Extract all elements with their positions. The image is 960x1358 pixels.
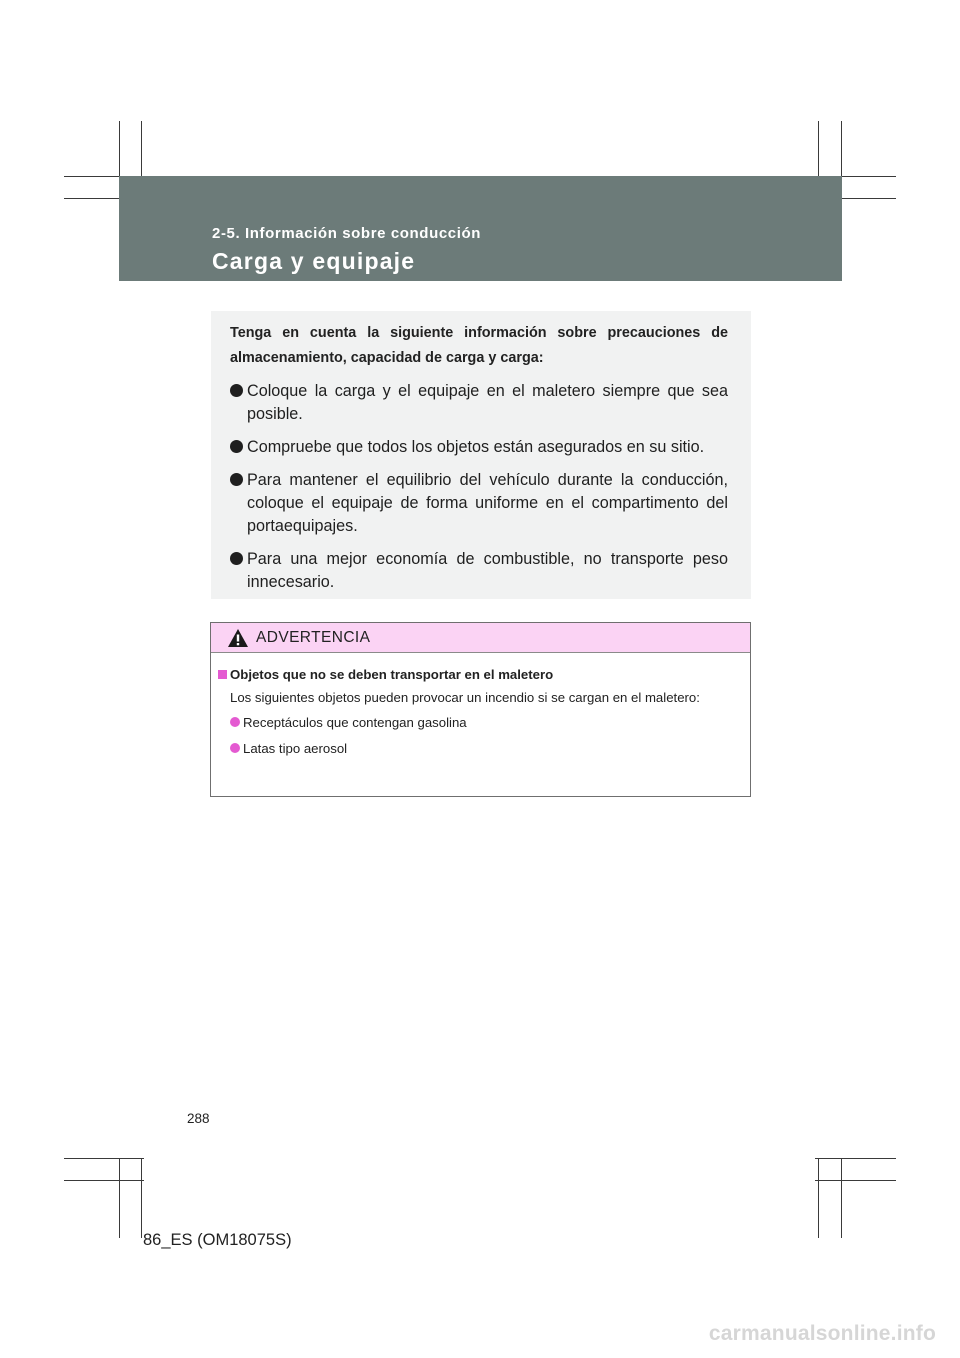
warning-header bbox=[211, 623, 750, 653]
list-item-text: Receptáculos que contengan gasolina bbox=[243, 715, 467, 730]
warning-box bbox=[210, 622, 751, 797]
square-bullet-icon bbox=[218, 670, 227, 679]
crop-mark bbox=[119, 1158, 120, 1238]
bullet-icon bbox=[230, 552, 243, 565]
crop-mark bbox=[818, 1158, 819, 1238]
crop-mark bbox=[815, 1180, 896, 1181]
bullet-icon bbox=[230, 384, 243, 397]
list-item bbox=[230, 714, 744, 731]
warning-text: Los siguientes objetos pueden provocar un incendio si se cargan en el maletero: bbox=[230, 690, 700, 705]
crop-mark bbox=[64, 1180, 144, 1181]
watermark: carmanualsonline.info bbox=[708, 1322, 936, 1345]
list-item-text: Para mantener el equilibrio del vehículo durante la conducción, coloque el equipaje de forma uniforme en el compartimento del portaequipajes. bbox=[247, 471, 728, 535]
bullet-icon bbox=[230, 743, 240, 753]
warning-label: ADVERTENCIA bbox=[256, 629, 371, 646]
list-item-text: Coloque la carga y el equipaje en el maletero siempre que sea posible. bbox=[247, 382, 728, 423]
crop-mark bbox=[64, 1158, 144, 1159]
list-item-text: Compruebe que todos los objetos están asegurados en su sitio. bbox=[247, 438, 705, 456]
list-item bbox=[230, 548, 728, 594]
crop-mark bbox=[141, 1158, 142, 1238]
warning-body bbox=[211, 653, 750, 757]
warning-list bbox=[230, 714, 744, 757]
chapter-header bbox=[119, 176, 842, 281]
precaution-list bbox=[230, 380, 728, 594]
page-number: 288 bbox=[187, 1111, 210, 1126]
document-code: 86_ES (OM18075S) bbox=[143, 1231, 292, 1249]
crop-mark bbox=[841, 1158, 842, 1238]
bullet-icon bbox=[230, 717, 240, 727]
warning-heading-text: Objetos que no se deben transportar en el maletero bbox=[230, 667, 554, 682]
warning-triangle-icon bbox=[227, 628, 249, 648]
list-item bbox=[230, 436, 728, 459]
section-label: 2-5. Información sobre conducción bbox=[212, 225, 482, 242]
list-item bbox=[230, 740, 744, 757]
list-item-text: Para una mejor economía de combustible, no transporte peso innecesario. bbox=[247, 550, 728, 591]
list-item bbox=[230, 469, 728, 538]
list-item-text: Latas tipo aerosol bbox=[243, 741, 348, 756]
bullet-icon bbox=[230, 473, 243, 486]
info-box bbox=[211, 311, 751, 599]
list-item bbox=[230, 380, 728, 426]
crop-mark bbox=[815, 1158, 896, 1159]
page-title: Carga y equipaje bbox=[212, 248, 416, 274]
warning-heading bbox=[218, 666, 744, 683]
bullet-icon bbox=[230, 440, 243, 453]
intro-text: Tenga en cuenta la siguiente información sobre precauciones de almacenamiento, capacidad de carga y carga: bbox=[230, 325, 728, 366]
